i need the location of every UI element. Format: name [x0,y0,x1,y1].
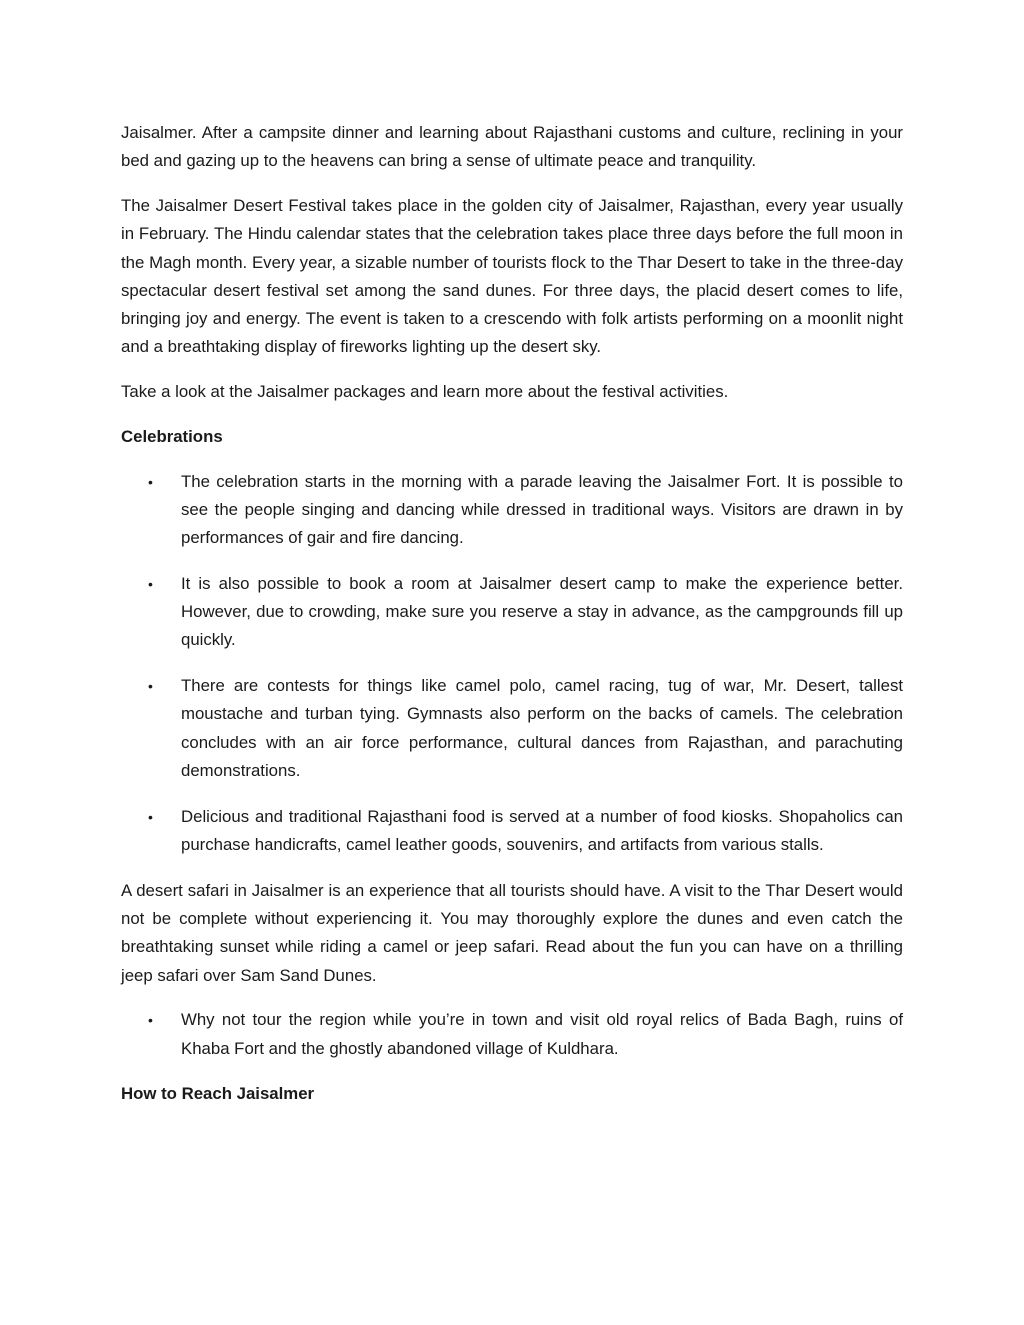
list-item-text: It is also possible to book a room at Jaisalmer desert camp to make the experience better. However, due to crowding, make sure you reserve a stay in advance, as the campgrounds fill up quickly. [181,573,903,650]
document-page [121,119,903,1125]
list-item-text: The celebration starts in the morning with a parade leaving the Jaisalmer Fort. It is possible to see the people singing and dancing while dressed in traditional ways. Visitors are drawn in by performances of gair and fire dancing. [181,471,903,548]
paragraph-intro: Jaisalmer. After a campsite dinner and learning about Rajasthani customs and culture, reclining in your bed and gazing up to the heavens can bring a sense of ultimate peace and tranquility. [121,123,903,171]
paragraph-packages: Take a look at the Jaisalmer packages and learn more about the festival activities. [121,382,729,402]
list-item-text: Delicious and traditional Rajasthani food is served at a number of food kiosks. Shopaholics can purchase handicrafts, camel leather goods, souvenirs, and artifacts from various stalls. [181,806,903,854]
bullet-icon: • [148,473,153,490]
bullet-icon: • [148,678,153,695]
paragraph-festival: The Jaisalmer Desert Festival takes place in the golden city of Jaisalmer, Rajasthan, every year usually in February. The Hindu calendar states that the celebration takes place three days before the full moon in the Magh month. Every year, a sizable number of tourists flock to the Thar Desert to take in the three-day spectacular desert festival set among the sand dunes. For three days, the placid desert comes to life, bringing joy and energy. The event is taken to a crescendo with folk artists performing on a moonlit night and a breathtaking display of fireworks lighting up the desert sky. [121,195,903,357]
list-item [121,1006,903,1063]
bullet-icon: • [148,575,153,592]
safari-list [121,1006,903,1063]
list-item-text: There are contests for things like camel polo, camel racing, tug of war, Mr. Desert, tallest moustache and turban tying. Gymnasts also perform on the backs of camels. The celebration concludes with an air force performance, cultural dances from Rajasthan, and parachuting demonstrations. [181,676,903,780]
paragraph-safari: A desert safari in Jaisalmer is an experience that all tourists should have. A visit to the Thar Desert would not be complete without experiencing it. You may thoroughly explore the dunes and even catch the breathtaking sunset while riding a camel or jeep safari. Read about the fun you can have on a thrilling jeep safari over Sam Sand Dunes. [121,880,903,985]
list-item [121,468,903,553]
list-item [121,803,903,860]
list-item [121,570,903,655]
list-item [121,672,903,785]
celebrations-list [121,468,903,860]
bullet-icon: • [148,1012,153,1029]
celebrations-heading: Celebrations [121,426,223,446]
bullet-icon: • [148,808,153,825]
reach-heading: How to Reach Jaisalmer [121,1084,315,1104]
list-item-text: Why not tour the region while you’re in town and visit old royal relics of Bada Bagh, ruins of Khaba Fort and the ghostly abandoned village of Kuldhara. [181,1010,903,1058]
